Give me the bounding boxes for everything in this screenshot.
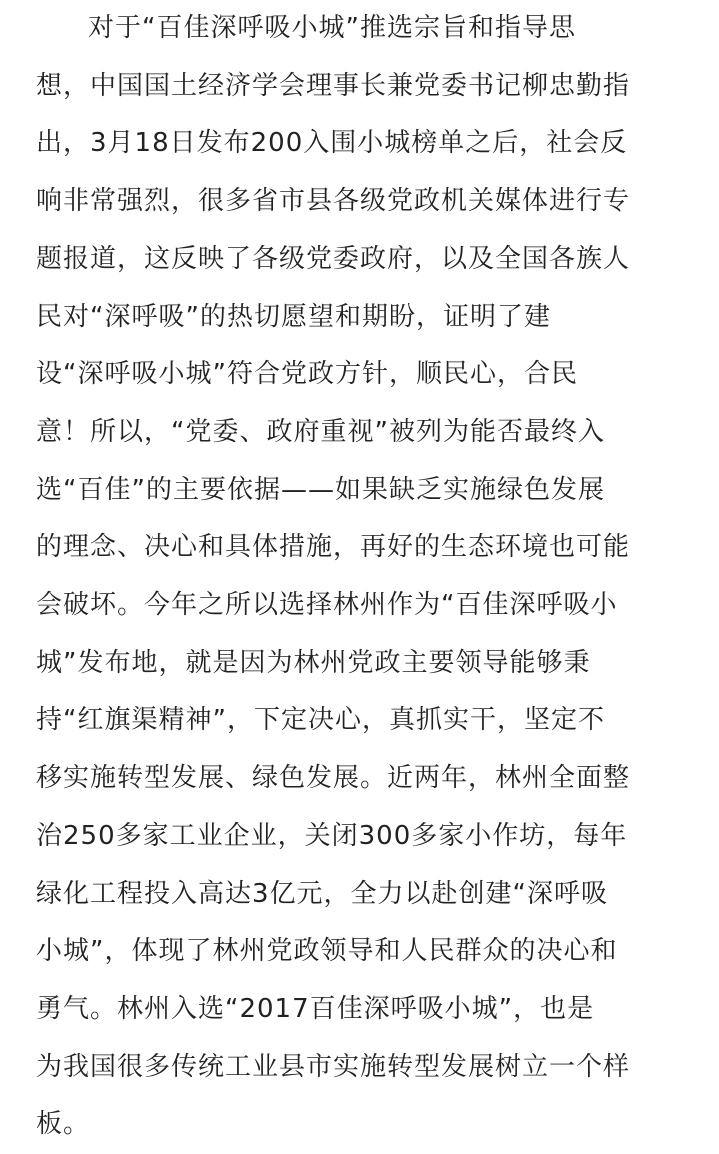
paragraph-line: 设“深呼吸小城”符合党政方针，顺民心，合民 xyxy=(36,359,578,390)
paragraph-line: 移实施转型发展、绿色发展。近两年，林州全面整 xyxy=(36,763,631,794)
paragraph-line: 为我国很多传统工业县市实施转型发展树立一个样 xyxy=(36,1051,631,1082)
paragraph-line: 的理念、决心和具体措施，再好的生态环境也可能 xyxy=(36,532,631,563)
paragraph-line: 题报道，这反映了各级党委政府，以及全国各族人 xyxy=(36,243,631,274)
paragraph-line: 出，3月18日发布200入围小城榜单之后，社会反 xyxy=(36,128,628,159)
paragraph-line: 小城”，体现了林州党政领导和人民群众的决心和 xyxy=(36,936,618,967)
paragraph-line: 治250多家工业企业，关闭300多家小作坊，每年 xyxy=(36,820,628,851)
paragraph-line: 勇气。林州入选“2017百佳深呼吸小城”，也是 xyxy=(36,993,595,1024)
paragraph-line: 响非常强烈，很多省市县各级党政机关媒体进行专 xyxy=(36,186,631,217)
paragraph-line: 持“红旗渠精神”，下定决心，真抓实干，坚定不 xyxy=(36,705,605,736)
paragraph-line: 意！所以，“党委、政府重视”被列为能否最终入 xyxy=(36,416,605,447)
paragraph-line: 城”发布地，就是因为林州党政主要领导能够秉 xyxy=(36,647,591,678)
paragraph-line: 绿化工程投入高达3亿元，全力以赴创建“深呼吸 xyxy=(36,878,609,909)
paragraph-line: 民对“深呼吸”的热切愿望和期盼，证明了建 xyxy=(36,301,551,332)
paragraph-line: 板。 xyxy=(36,1109,91,1140)
paragraph-line: 想，中国国土经济学会理事长兼党委书记柳忠勤指 xyxy=(36,70,631,101)
paragraph-line: 对于“百佳深呼吸小城”推选宗旨和指导思 xyxy=(88,13,576,43)
paragraph-line: 会破坏。今年之所以选择林州作为“百佳深呼吸小 xyxy=(36,590,618,621)
article-paragraph xyxy=(36,0,701,1154)
paragraph-line: 选“百佳”的主要依据——如果缺乏实施绿色发展 xyxy=(36,474,605,505)
